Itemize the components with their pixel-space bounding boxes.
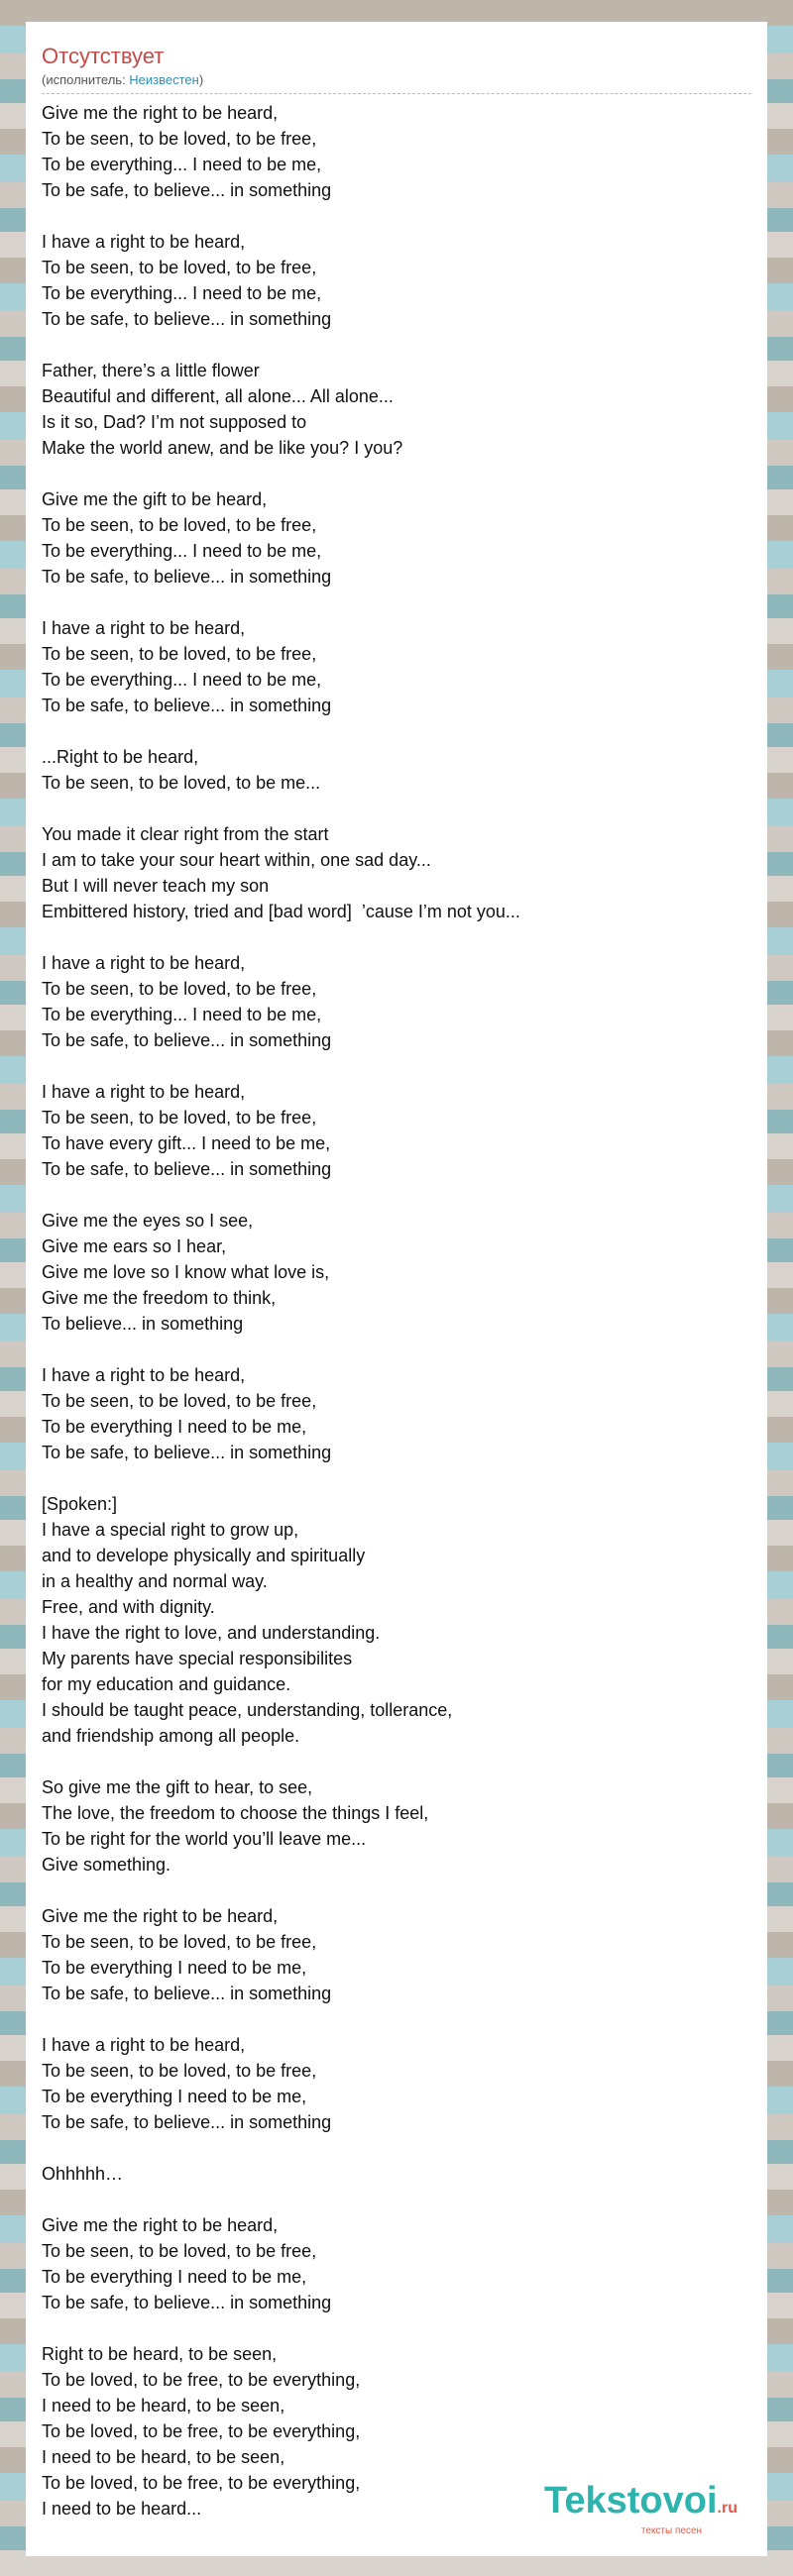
lyrics-stanza: ...Right to be heard, To be seen, to be loved, to be me... — [42, 747, 321, 793]
lyrics-card — [26, 22, 767, 2556]
lyrics-stanza: Give me the gift to be heard, To be seen, to be loved, to be free, To be everything... I need to be me, To be safe, to believe... in something — [42, 489, 332, 587]
lyrics-stanza: Right to be heard, to be seen, To be loved, to be free, to be everything, I need to be heard, to be seen, To be loved, to be free, to be everything, I need to be heard, to be seen, To be loved, to be free, to be everything, I need to be heard... — [42, 2344, 361, 2519]
lyrics-stanza: Give me the right to be heard, To be seen, to be loved, to be free, To be everything... I need to be me, To be safe, to believe... in something — [42, 103, 332, 200]
logo-tld: .ru — [717, 2500, 737, 2517]
site-logo[interactable] — [544, 2482, 737, 2536]
lyrics-stanza: So give me the gift to hear, to see, The love, the freedom to choose the things I feel, To be right for the world you’ll leave me... Give something. — [42, 1777, 429, 1875]
lyrics-stanza: [Spoken:] I have a special right to grow up, and to develope physically and spiritually in a healthy and normal way. Free, and with dignity. I have the right to love, and understanding. My parents have special responsibilites for my education and guidance. I should be taught peace, understanding, tollerance, and friendship among all people. — [42, 1494, 453, 1746]
subtitle-suffix: ) — [198, 72, 204, 87]
lyrics-stanza: I have a right to be heard, To be seen, to be loved, to be free, To be everything... I need to be me, To be safe, to believe... in something — [42, 618, 332, 715]
logo-name: Tekstovoi — [543, 2480, 718, 2522]
artist-link[interactable]: Неизвестен — [129, 72, 199, 87]
lyrics-stanza: Ohhhhh… — [42, 2164, 124, 2184]
song-subtitle — [42, 71, 751, 89]
lyrics-stanza: You made it clear right from the start I am to take your sour heart within, one sad day... But I will never teach my son Embittered history, tried and [bad word] ’cause I’m not you... — [42, 824, 520, 921]
lyrics-stanza: Give me the right to be heard, To be seen, to be loved, to be free, To be everything I need to be me, To be safe, to believe... in something — [42, 2215, 332, 2312]
lyrics-stanza: I have a right to be heard, To be seen, to be loved, to be free, To be everything I need to be me, To be safe, to believe... in something — [42, 1365, 332, 1462]
lyrics-stanza: Give me the right to be heard, To be seen, to be loved, to be free, To be everything I need to be me, To be safe, to believe... in something — [42, 1906, 332, 2003]
lyrics-stanza: I have a right to be heard, To be seen, to be loved, to be free, To be everything... I need to be me, To be safe, to believe... in something — [42, 232, 332, 329]
song-title: Отсутствует — [42, 44, 165, 68]
header-divider — [42, 93, 751, 94]
logo-wordmark — [544, 2482, 737, 2527]
logo-tagline: тексты песен — [640, 2525, 702, 2536]
lyrics-stanza: I have a right to be heard, To be seen, to be loved, to be free, To be everything I need to be me, To be safe, to believe... in something — [42, 2035, 332, 2132]
subtitle-prefix: (исполнитель: — [42, 72, 130, 87]
lyrics-stanza: Father, there’s a little flower Beautiful and different, all alone... All alone... Is it so, Dad? I’m not supposed to Make the world anew, and be like you? I you? — [42, 361, 403, 458]
lyrics-stanza: I have a right to be heard, To be seen, to be loved, to be free, To be everything... I need to be me, To be safe, to believe... in something — [42, 953, 332, 1050]
lyrics-text — [42, 100, 751, 2522]
lyrics-stanza: I have a right to be heard, To be seen, to be loved, to be free, To have every gift... I need to be me, To be safe, to believe... in something — [42, 1082, 332, 1179]
lyrics-stanza: Give me the eyes so I see, Give me ears so I hear, Give me love so I know what love is, Give me the freedom to think, To believe... in something — [42, 1211, 330, 1334]
